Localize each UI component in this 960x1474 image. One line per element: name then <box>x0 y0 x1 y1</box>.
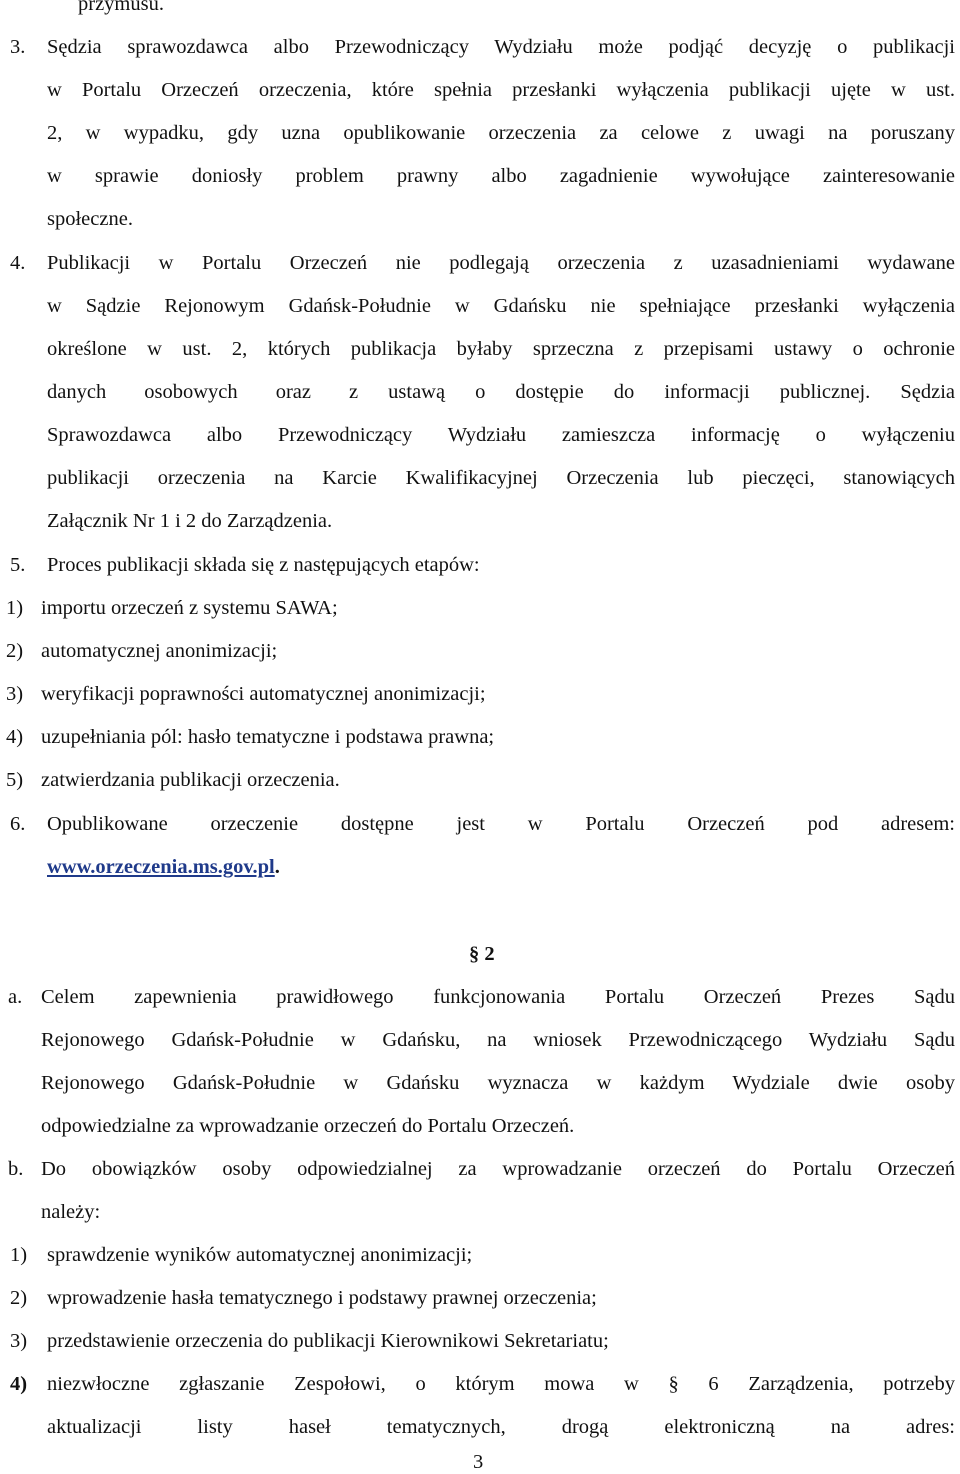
paragraph-line: Sprawozdawca albo Przewodniczący Wydziału zamieszcza informację o wyłączeniu <box>47 424 955 446</box>
list-item: importu orzeczeń z systemu SAWA; <box>41 597 338 619</box>
paragraph-number: a. <box>8 986 23 1008</box>
list-item-number: 3) <box>10 1330 28 1352</box>
paragraph-line: Celem zapewnienia prawidłowego funkcjonowania Portalu Orzeczeń Prezes Sądu <box>41 986 955 1008</box>
portal-link[interactable]: www.orzeczenia.ms.gov.pl <box>47 856 275 878</box>
paragraph-line: społeczne. <box>47 208 133 230</box>
paragraph-number: 3. <box>10 36 26 58</box>
paragraph-number: 6. <box>10 813 26 835</box>
list-item-number: 4) <box>6 726 24 748</box>
paragraph-line: 2, w wypadku, gdy uzna opublikowanie orzeczenia za celowe z uwagi na poruszany <box>47 122 955 144</box>
paragraph-line: Załącznik Nr 1 i 2 do Zarządzenia. <box>47 510 333 532</box>
list-item: niezwłoczne zgłaszanie Zespołowi, o którym mowa w § 6 Zarządzenia, potrzeby <box>47 1373 955 1395</box>
list-item-number: 1) <box>10 1244 28 1266</box>
paragraph-line: w sprawie doniosły problem prawny albo zagadnienie wywołujące zainteresowanie <box>47 165 955 187</box>
list-item: weryfikacji poprawności automatycznej anonimizacji; <box>41 683 486 705</box>
paragraph-line: Sędzia sprawozdawca albo Przewodniczący Wydziału może podjąć decyzję o publikacji <box>47 36 955 58</box>
paragraph-line: odpowiedzialne za wprowadzanie orzeczeń do Portalu Orzeczeń. <box>41 1115 575 1137</box>
paragraph-number: b. <box>8 1158 24 1180</box>
list-item: wprowadzenie hasła tematycznego i podstawy prawnej orzeczenia; <box>47 1287 597 1309</box>
page-number: 3 <box>473 1451 484 1473</box>
paragraph-line: publikacji orzeczenia na Karcie Kwalifikacyjnej Orzeczenia lub pieczęci, stanowiących <box>47 467 955 489</box>
link-trailing-period: . <box>274 856 280 878</box>
paragraph-line: Rejonowego Gdańsk-Południe w Gdańsku wyznacza w każdym Wydziale dwie osoby <box>41 1072 955 1094</box>
list-item-number: 4) <box>10 1373 28 1395</box>
paragraph-number: 5. <box>10 554 26 576</box>
list-item: przedstawienie orzeczenia do publikacji Kierownikowi Sekretariatu; <box>47 1330 609 1352</box>
paragraph-line: Rejonowego Gdańsk-Południe w Gdańsku, na wniosek Przewodniczącego Wydziału Sądu <box>41 1029 955 1051</box>
paragraph-line: Opublikowane orzeczenie dostępne jest w Portalu Orzeczeń pod adresem: <box>47 813 955 835</box>
paragraph-line: danych osobowych oraz <box>47 381 311 403</box>
list-item-number: 2) <box>6 640 24 662</box>
section-heading: § 2 <box>469 943 495 965</box>
paragraph-line: w Sądzie Rejonowym Gdańsk-Południe w Gdańsku nie spełniające przesłanki wyłączenia <box>47 295 955 317</box>
paragraph-line: należy: <box>41 1201 101 1223</box>
paragraph-line: określone w ust. 2, których publikacja byłaby sprzeczna z przepisami ustawy o ochronie <box>47 338 955 360</box>
list-item-number: 5) <box>6 769 24 791</box>
link-line <box>47 855 280 879</box>
paragraph-line: Publikacji w Portalu Orzeczeń nie podlegają orzeczenia z uzasadnieniami wydawane <box>47 252 955 274</box>
paragraph-line: w Portalu Orzeczeń orzeczenia, które spełnia przesłanki wyłączenia publikacji ujęte w ust. <box>47 79 955 101</box>
list-item: zatwierdzania publikacji orzeczenia. <box>41 769 340 791</box>
paragraph-line: z ustawą o dostępie do informacji publicznej. Sędzia <box>349 381 955 403</box>
list-item-number: 3) <box>6 683 24 705</box>
list-item-number: 2) <box>10 1287 28 1309</box>
text-fragment: przymusu. <box>78 0 164 15</box>
list-item: uzupełniania pól: hasło tematyczne i podstawa prawna; <box>41 726 495 748</box>
paragraph-number: 4. <box>10 252 26 274</box>
list-item: sprawdzenie wyników automatycznej anonimizacji; <box>47 1244 473 1266</box>
list-item: automatycznej anonimizacji; <box>41 640 278 662</box>
list-item-number: 1) <box>6 597 24 619</box>
paragraph-line: Do obowiązków osoby odpowiedzialnej za wprowadzanie orzeczeń do Portalu Orzeczeń <box>41 1158 955 1180</box>
paragraph-line: Proces publikacji składa się z następujących etapów: <box>47 554 480 576</box>
list-item-continuation: aktualizacji listy haseł tematycznych, drogą elektroniczną na adres: <box>47 1416 955 1438</box>
